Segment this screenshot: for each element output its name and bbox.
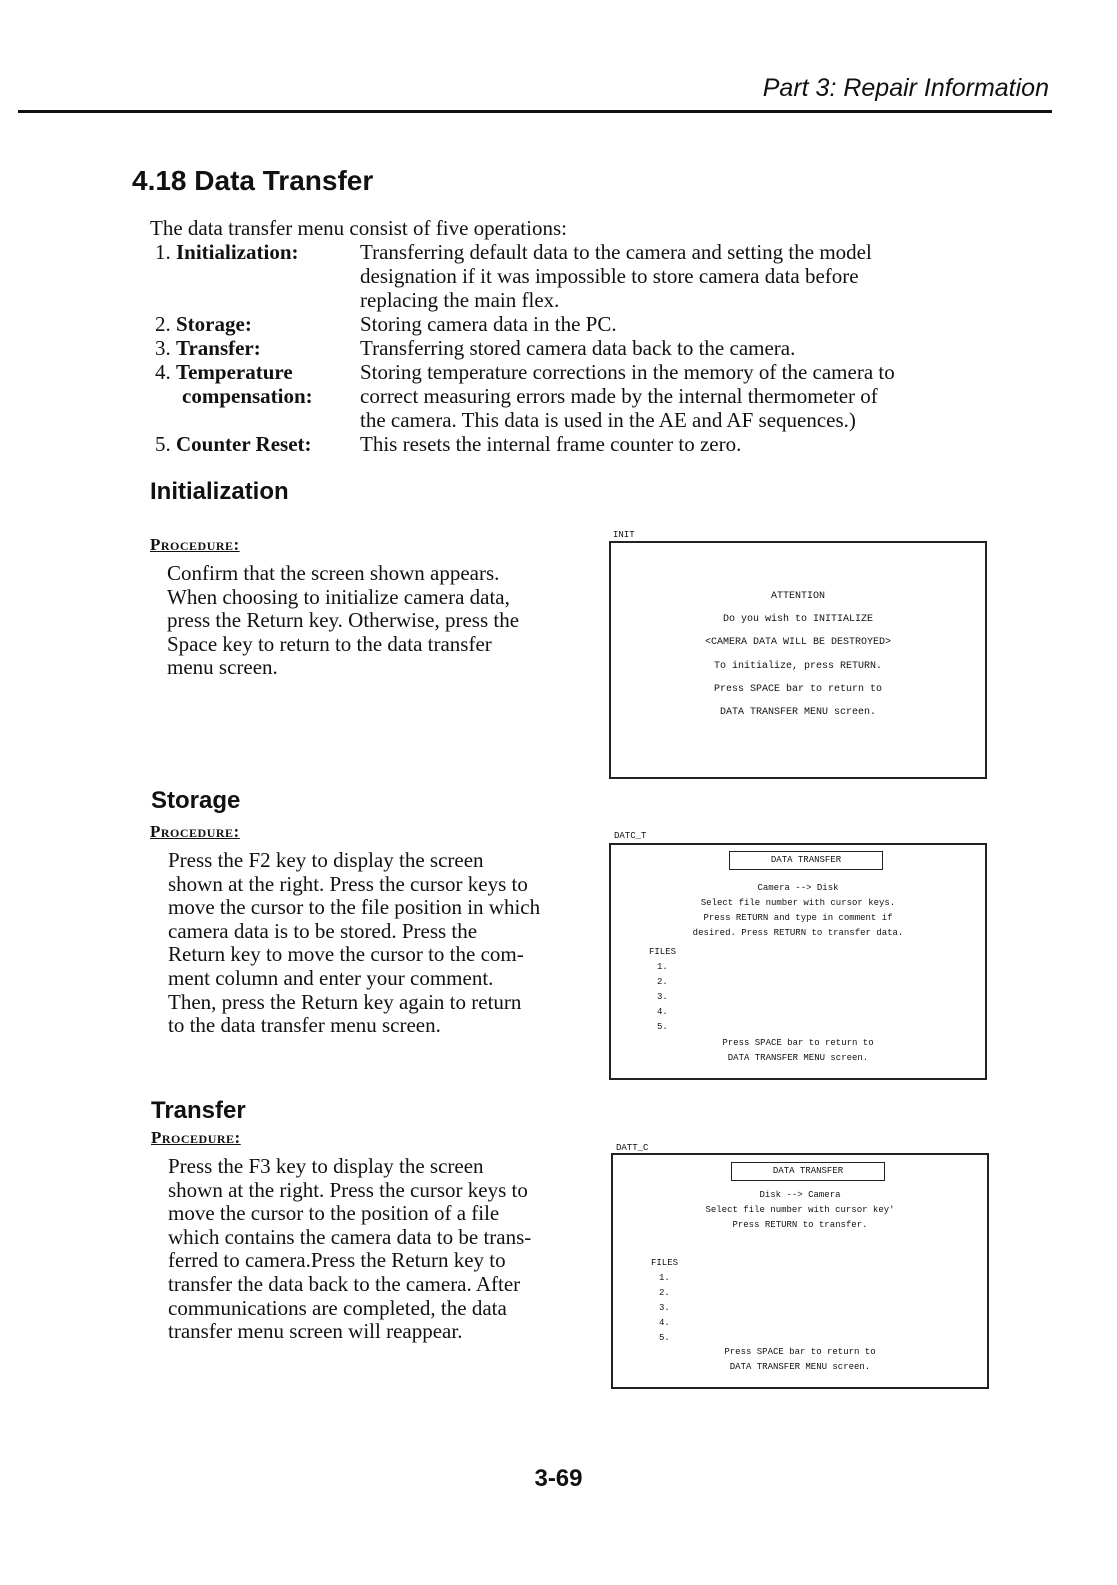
storage-screen: DATA TRANSFER Camera --> Disk Select file number with cursor keys. Press RETURN and type in comment if desired. Press RETURN to transfer data. FILES 1. 2. 3. 4. 5. Press SPACE bar to return to DATA TRANSFER MENU screen. xyxy=(609,843,987,1080)
transfer-files-list: FILES 1. 2. 3. 4. 5. xyxy=(651,1258,679,1343)
section-intro: The data transfer menu consist of five operations: xyxy=(150,216,567,240)
initialization-procedure-text: Confirm that the screen shown appears. When choosing to initialize camera data, press the Return key. Otherwise, press the Space key to return to the data transfer menu screen. xyxy=(167,561,520,680)
transfer-procedure-text: Press the F3 key to display the screen shown at the right. Press the cursor keys to move the cursor to the position of a file which contains the camera data to be trans- ferred to camera.Press the Return key to transfer the data back to the camera. After communications are completed, the data transfer menu screen will reappear. xyxy=(168,1154,532,1344)
section-title: 4.18 Data Transfer xyxy=(132,165,374,196)
transfer-title: Transfer xyxy=(151,1097,246,1124)
transfer-screen-title-box: DATA TRANSFER xyxy=(731,1162,885,1181)
operation-item: 4. Temperature compensation: Storing temperature corrections in the memory of the camera to correct measuring errors made by the internal thermometer of the camera. This data is used in the AE and AF sequences.) xyxy=(155,360,895,432)
initialization-procedure-label: Procedure: xyxy=(150,535,240,554)
storage-files-list: FILES 1. 2. 3. 4. 5. xyxy=(649,947,677,1032)
transfer-screen: DATA TRANSFER Disk --> Camera Select file number with cursor key' Press RETURN to transfer. FILES 1. 2. 3. 4. 5. Press SPACE bar to return to DATA TRANSFER MENU screen. xyxy=(611,1153,989,1389)
running-header: Part 3: Repair Information xyxy=(762,74,1049,102)
transfer-screen-id: DATT_C xyxy=(616,1143,649,1153)
initialization-title: Initialization xyxy=(150,478,289,505)
page-number: 3-69 xyxy=(534,1465,583,1492)
transfer-procedure-label: Procedure: xyxy=(151,1128,241,1147)
storage-procedure-text: Press the F2 key to display the screen shown at the right. Press the cursor keys to move the cursor to the file position in which camera data is to be stored. Press the Return key to move the cursor to the com- ment column and enter your comment. Then, press the Return key again to return to the data transfer menu screen. xyxy=(168,848,541,1038)
operation-item: 3. Transfer: Transferring stored camera data back to the camera. xyxy=(155,336,796,360)
storage-screen-title-box: DATA TRANSFER xyxy=(729,851,883,870)
header-rule xyxy=(18,110,1052,113)
operation-item: 1. Initialization: Transferring default data to the camera and setting the model designation if it was impossible to store camera data before replacing the main flex. xyxy=(155,240,872,312)
init-screen: ATTENTION Do you wish to INITIALIZE <CAMERA DATA WILL BE DESTROYED> To initialize, press RETURN. Press SPACE bar to return to DATA TRANSFER MENU screen. xyxy=(609,541,987,779)
init-screen-id: INIT xyxy=(613,530,635,540)
storage-title: Storage xyxy=(151,787,241,814)
operation-item: 2. Storage: Storing camera data in the PC. xyxy=(155,312,617,336)
operations-list xyxy=(155,240,1005,456)
operation-item: 5. Counter Reset: This resets the internal frame counter to zero. xyxy=(155,432,742,456)
storage-procedure-label: Procedure: xyxy=(150,822,240,841)
storage-screen-id: DATC_T xyxy=(614,831,647,841)
